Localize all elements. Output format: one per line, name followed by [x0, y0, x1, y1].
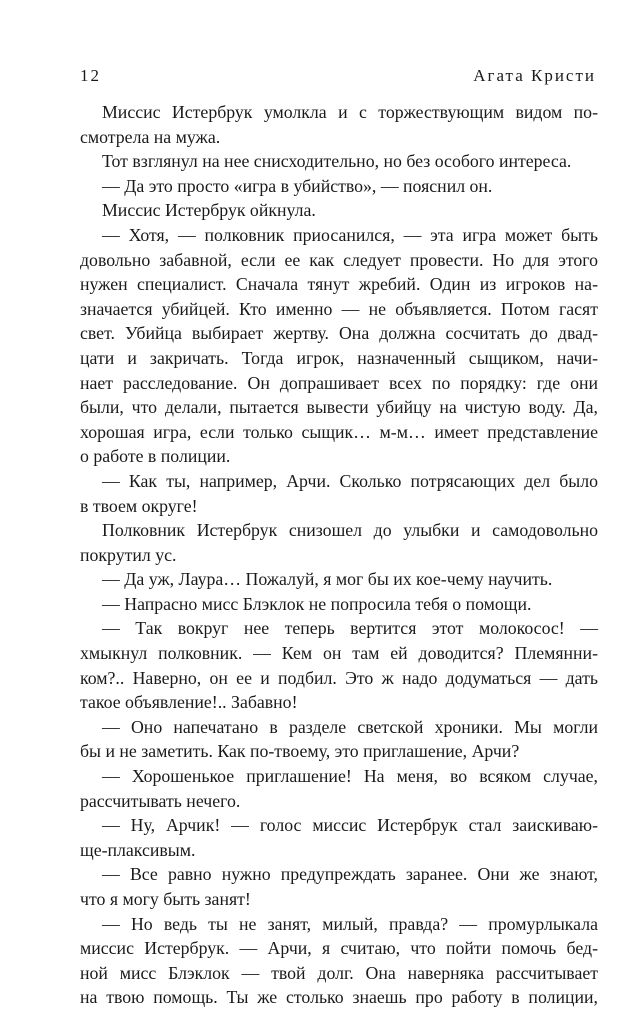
- text-line: — Да это просто «игра в убийство», — пояснил он.: [102, 175, 493, 196]
- text-line: — Хотя, — полковник приосанился, — эта игра может быть: [102, 224, 598, 245]
- text-line: что я могу быть занят!: [80, 889, 251, 909]
- text-line: ком?.. Наверно, он ее и подбил. Это ж надо додуматься — дать: [80, 667, 598, 688]
- text-line: — Хорошенькое приглашение! На меня, во всяком случае,: [102, 766, 598, 787]
- text-line: на твою помощь. Ты же столько знаешь про работу в полиции,: [80, 987, 598, 1008]
- text-line: — Как ты, например, Арчи. Сколько потрясающих дел было: [102, 470, 598, 491]
- text-line: рассчитывать нечего.: [80, 790, 241, 811]
- text-line: покрутил ус.: [80, 544, 177, 565]
- text-line: довольно забавной, если ее как следует провести. Но для этого: [80, 249, 598, 270]
- text-line: — Оно напечатано в разделе светской хроники. Мы могли: [102, 716, 598, 737]
- text-line: — Так вокруг нее теперь вертится этот молокосос! —: [102, 618, 598, 639]
- text-line: о работе в полиции.: [80, 446, 231, 467]
- text-line: миссис Истербрук. — Арчи, я считаю, что пойти помочь бед-: [80, 938, 598, 959]
- text-line: Миссис Истербрук умолкла и с торжествующим видом по-: [102, 102, 598, 122]
- text-line: Полковник Истербрук снизошел до улыбки и самодовольно: [102, 520, 598, 541]
- body-text: [80, 100, 598, 1010]
- text-line: хмыкнул полковник. — Кем он там ей доводится? Племянни-: [80, 643, 598, 664]
- running-title: Агата Кристи: [473, 66, 596, 85]
- text-line: ще-плаксивым.: [80, 839, 196, 860]
- text-line: цати и закричать. Тогда игрок, назначенный сыщиком, начи-: [80, 347, 598, 368]
- text-line: — Но ведь ты не занят, милый, правда? — промурлыкала: [102, 913, 598, 934]
- text-line: — Да уж, Лаура… Пожалуй, я мог бы их кое-чему научить.: [102, 569, 553, 590]
- text-line: нужен специалист. Сначала тянут жребий. Один из игроков на-: [80, 274, 598, 295]
- text-line: — Напрасно мисс Блэклок не попросила тебя о помощи.: [102, 593, 532, 614]
- page-header: [80, 66, 596, 90]
- text-line: были, что делали, пытается вывести убийцу на чистую воду. Да,: [80, 397, 598, 418]
- text-line: — Ну, Арчик! — голос миссис Истербрук стал заискиваю-: [102, 815, 598, 836]
- text-line: в твоем округе!: [80, 495, 198, 516]
- text-line: — Все равно нужно предупреждать заранее. Они же знают,: [102, 864, 598, 885]
- text-line: такое объявление!.. Забавно!: [80, 692, 298, 713]
- text-line: Миссис Истербрук ойкнула.: [102, 200, 316, 221]
- text-line: бы и не заметить. Как по-твоему, это приглашение, Арчи?: [80, 741, 520, 762]
- page-number: 12: [80, 66, 101, 85]
- text-line: свет. Убийца выбирает жертву. Она должна сосчитать до двад-: [80, 323, 598, 344]
- text-line: Тот взглянул на нее снисходительно, но без особого интереса.: [102, 151, 572, 172]
- text-line: смотрела на мужа.: [80, 126, 221, 147]
- text-line: значается убийцей. Кто именно — не объявляется. Потом гасят: [80, 298, 598, 319]
- text-line: нает расследование. Он допрашивает всех по порядку: где они: [80, 372, 598, 393]
- text-line: ной мисс Блэклок — твой долг. Она наверняка рассчитывает: [80, 962, 598, 983]
- text-line: хорошая игра, если только сыщик… м-м… имеет представление: [80, 421, 598, 442]
